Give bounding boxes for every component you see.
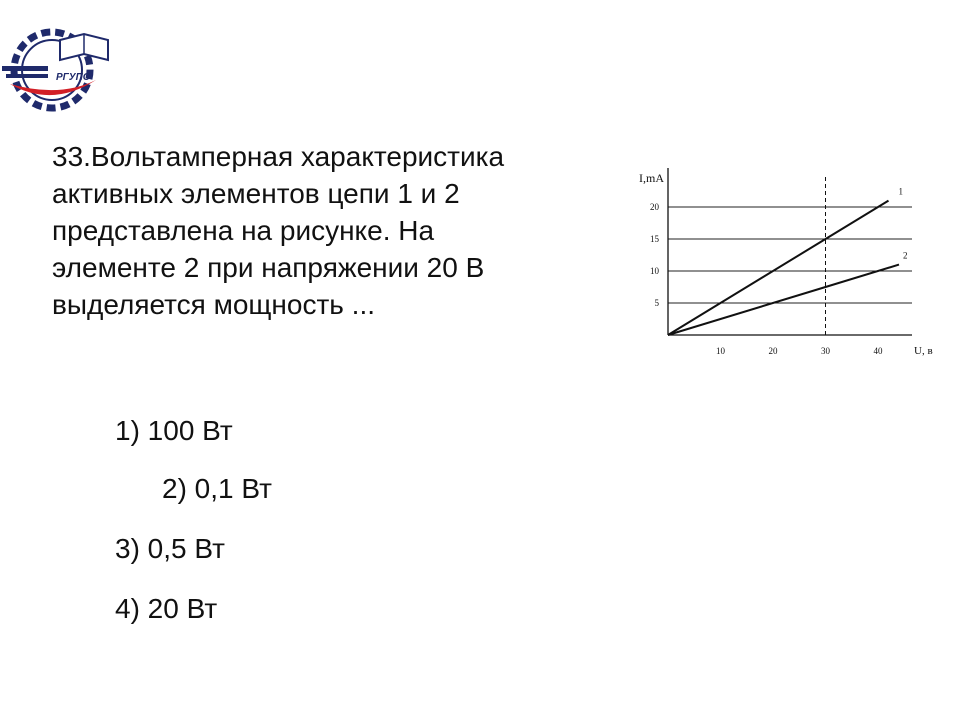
answer-option-3[interactable]: 3) 0,5 Вт xyxy=(115,533,225,564)
y-tick-label: 5 xyxy=(654,298,659,308)
x-tick-label: 30 xyxy=(821,346,830,356)
stripe-icon xyxy=(6,74,48,78)
x-tick-label: 10 xyxy=(716,346,725,356)
x-axis-label: U, в xyxy=(914,345,933,357)
logo-text: РГУПС xyxy=(56,72,90,83)
y-axis-label: I,mA xyxy=(639,171,664,185)
answer-option-1[interactable]: 1) 100 Вт xyxy=(115,415,233,446)
question-line: представлена на рисунке. На xyxy=(52,215,435,246)
answer-option-2[interactable]: 2) 0,1 Вт xyxy=(162,473,272,504)
x-tick-label: 40 xyxy=(873,346,883,356)
rgups-logo xyxy=(0,18,112,114)
question-line: элементе 2 при напряжении 20 В xyxy=(52,252,485,283)
answer-option-4[interactable]: 4) 20 Вт xyxy=(115,593,218,624)
y-tick-label: 15 xyxy=(650,234,659,244)
question-line: активных элементов цепи 1 и 2 xyxy=(52,178,460,209)
question-line: 33.Вольтамперная характеристика xyxy=(52,141,505,172)
x-tick-label: 20 xyxy=(768,346,778,356)
question-text xyxy=(52,138,612,323)
series-label-1: 1 xyxy=(898,186,903,197)
question-line: выделяется мощность ... xyxy=(52,289,375,320)
stripe-icon xyxy=(2,66,48,71)
iv-characteristic-chart xyxy=(620,160,950,370)
series-line-2 xyxy=(668,265,899,335)
series-line-1 xyxy=(668,201,889,335)
series-label-2: 2 xyxy=(903,250,908,261)
y-tick-label: 20 xyxy=(650,202,659,212)
y-tick-label: 10 xyxy=(650,266,659,276)
